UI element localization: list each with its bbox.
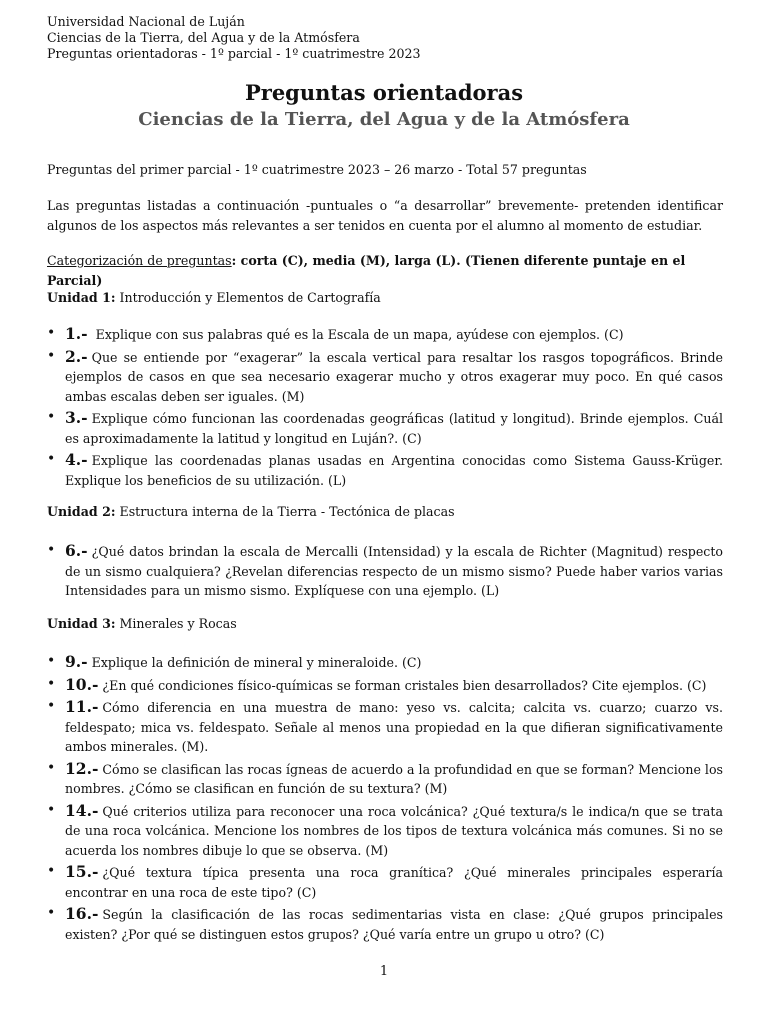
question-number: 10.- <box>65 674 99 694</box>
question-item <box>47 759 723 799</box>
question-item <box>47 347 723 407</box>
question-number: 3.- <box>65 408 88 427</box>
question-list <box>47 652 723 946</box>
question-number: 12.- <box>65 758 99 778</box>
bullet-icon: • <box>47 863 56 879</box>
question-number: 11.- <box>65 697 99 716</box>
question-item <box>47 541 723 601</box>
question-number: 14.- <box>65 800 99 820</box>
categorization-note: (Tienen diferente puntaje en el Parcial) <box>47 253 686 288</box>
question-text: ¿Qué datos brindan la escala de Mercalli (Intensidad) y la escala de Richter (Magnitud) respecto de un sismo cualquiera? ¿Revelan diferencias respecto de un mismo sismo? Puede haber varios varias Intensidades para un mismo sismo. Explíquese con una ejemplo. (L) <box>65 544 723 598</box>
question-item <box>47 324 723 345</box>
question-number: 2.- <box>65 346 88 366</box>
question-item <box>47 862 723 902</box>
unit-label: Unidad 2: <box>47 504 116 519</box>
question-item <box>47 652 723 673</box>
bullet-icon: • <box>47 675 56 692</box>
question-text: ¿En qué condiciones físico-químicas se forman cristales bien desarrollados? Cite ejemplos. (C) <box>102 677 707 693</box>
question-item <box>47 801 723 861</box>
info-line: Preguntas del primer parcial - 1º cuatrimestre 2023 – 26 marzo - Total 57 preguntas <box>47 162 587 177</box>
unit-name: Minerales y Rocas <box>115 616 237 631</box>
question-text: Explique las coordenadas planas usadas en Argentina conocidas como Sistema Gauss-Krüger. Explique los beneficios de su utilización. (L) <box>65 453 723 488</box>
question-text: Explique la definición de mineral y mineraloide. (C) <box>91 655 422 670</box>
bullet-icon: • <box>47 542 56 558</box>
question-text: Explique con sus palabras qué es la Escala de un mapa, ayúdese con ejemplos. (C) <box>91 327 624 342</box>
unit-name: Estructura interna de la Tierra - Tectónica de placas <box>115 504 455 519</box>
question-item <box>47 450 723 490</box>
question-text: ¿Qué textura típica presenta una roca granítica? ¿Qué minerales principales esperaría encontrar en una roca de este tipo? (C) <box>65 865 723 900</box>
unit-heading <box>47 502 723 522</box>
question-text: Que se entiende por “exagerar” la escala vertical para resaltar los rasgos topográficos. Brinde ejemplos de casos en que sea necesario exagerar mucho y otros exagerar muy poco. En qué casos ambas escalas deben ser iguales. (M) <box>65 349 723 404</box>
question-number: 4.- <box>65 450 88 469</box>
question-item <box>47 904 723 944</box>
question-number: 15.- <box>65 862 99 881</box>
categorization-line <box>47 251 723 290</box>
question-text: Cómo se clasifican las rocas ígneas de acuerdo a la profundidad en que se forman? Mencione los nombres. ¿Cómo se clasifican en función de su textura? (M) <box>65 761 723 796</box>
question-text: Según la clasificación de las rocas sedimentarias vista en clase: ¿Qué grupos principales existen? ¿Por qué se distinguen estos grupos? ¿Qué varía entre un grupo u otro? (C) <box>65 907 723 942</box>
question-number: 1.- <box>65 324 88 343</box>
question-number: 9.- <box>65 652 88 671</box>
bullet-icon: • <box>47 451 56 467</box>
page-title: Preguntas orientadoras <box>244 80 524 105</box>
intro-paragraph: Las preguntas listadas a continuación -puntuales o “a desarrollar” brevemente- pretenden identificar algunos de los aspectos más relevantes a ser tenidos en cuenta por el alumno al momento de estudiar. <box>47 198 723 233</box>
bullet-icon: • <box>47 409 56 425</box>
question-item <box>47 675 723 696</box>
header-course: Ciencias de la Tierra, del Agua y de la Atmósfera <box>47 30 360 45</box>
document-header <box>47 14 421 62</box>
question-item <box>47 697 723 757</box>
question-text: Explique cómo funcionan las coordenadas geográficas (latitud y longitud). Brinde ejemplos. Cuál es aproximadamente la latitud y longitud en Luján?. (C) <box>65 411 723 446</box>
header-university: Universidad Nacional de Luján <box>47 14 245 29</box>
bullet-icon: • <box>47 698 56 714</box>
unit-label: Unidad 1: <box>47 290 116 305</box>
question-text: Cómo diferencia en una muestra de mano: yeso vs. calcita; calcita vs. cuarzo; cuarzo vs. feldespato; mica vs. feldespato. Señale al menos una propiedad en la que difieran significativamente ambos minerales. (M). <box>65 700 723 754</box>
unit-heading <box>47 614 723 634</box>
question-number: 16.- <box>65 904 99 923</box>
bullet-icon: • <box>47 325 56 341</box>
page-subtitle: Ciencias de la Tierra, del Agua y de la Atmósfera <box>138 109 630 130</box>
page-number: 1 <box>379 964 389 979</box>
question-number: 6.- <box>65 541 88 560</box>
question-list <box>47 324 723 492</box>
bullet-icon: • <box>47 905 56 921</box>
bullet-icon: • <box>47 759 56 776</box>
unit-heading <box>47 288 723 308</box>
categorization-label: Categorización de preguntas <box>47 253 232 268</box>
bullet-icon: • <box>47 801 56 818</box>
question-list <box>47 541 723 603</box>
question-text: Qué criterios utiliza para reconocer una roca volcánica? ¿Qué textura/s le indica/n que se trata de una roca volcánica. Mencione los nombres de los tipos de textura volcánica más comunes. Si no se acuerda los nombres dibuje lo que se observa. (M) <box>65 803 723 858</box>
unit-label: Unidad 3: <box>47 616 116 631</box>
bullet-icon: • <box>47 347 56 364</box>
question-item <box>47 408 723 448</box>
categorization-types: : corta (C), media (M), larga (L). <box>231 253 461 268</box>
bullet-icon: • <box>47 653 56 669</box>
unit-name: Introducción y Elementos de Cartografía <box>115 290 381 305</box>
header-exam: Preguntas orientadoras - 1º parcial - 1º cuatrimestre 2023 <box>47 46 421 61</box>
